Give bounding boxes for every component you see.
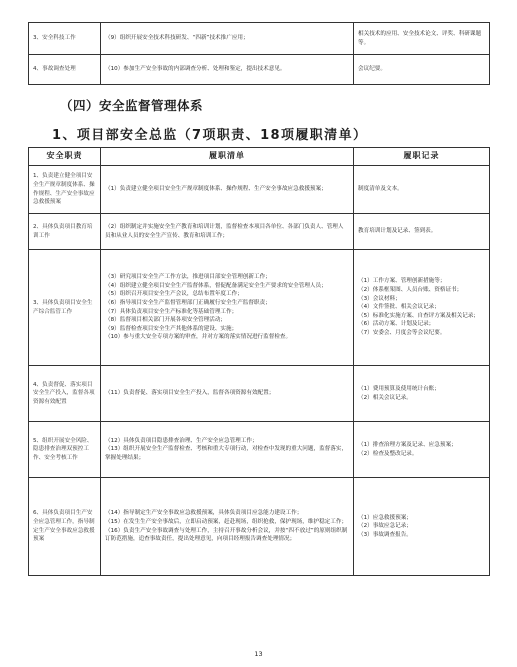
task-line: （6）指导项目安全生产监督管理部门正确履行安全生产监督职责； — [105, 299, 271, 306]
task-line: （3）研究项目安全生产工作方法，推进项目部安全管理创新工作； — [105, 273, 271, 280]
table-row — [29, 55, 490, 85]
records-cell — [354, 366, 490, 422]
table-row — [29, 366, 490, 422]
record-line: （1）应急救援预案； — [358, 514, 412, 521]
task-line: （13）组织开展安全生产监督检查、考核和重大专项行动，对检查中发现的重大问题，监督落实，掌握处理结果； — [105, 446, 348, 461]
records-cell — [354, 23, 490, 55]
record-line: 相关技术的应用、安全技术论文、评奖、科研课题等。 — [358, 30, 482, 46]
duty-table-header — [29, 148, 490, 166]
task-line: （16）负责生产安全事故调查与处理工作，主持召开事故分析会议，并按“四不放过”的原则组织制订防范措施，追查事故责任，提出处理意见，向项目经理报告调查处理情况； — [105, 527, 348, 543]
duty-cell: 5、组织开展安全风险、隐患排查治理双预控工作、安全考核工作 — [29, 422, 101, 478]
tasks-cell — [101, 478, 354, 576]
record-line: （3）会议材料； — [358, 295, 401, 302]
record-line: 会议纪要。 — [358, 66, 386, 73]
duty-table — [28, 147, 490, 576]
record-line: （4）文件签批、相关会议记录； — [358, 304, 440, 311]
record-line: （2）相关会议记录。 — [358, 394, 412, 401]
task-line: （9）监督检查项目安全生产其他体系的建设、实施； — [105, 325, 238, 332]
table-row — [29, 23, 490, 55]
header-records: 履职记录 — [354, 148, 490, 166]
table-row — [29, 214, 490, 250]
record-line: （3）事故调查报告。 — [358, 531, 412, 538]
record-line: （2）体系框架图、人员台账、资格证书； — [358, 286, 463, 293]
task-line: （15）在发生生产安全事故后，立即启动预案，赶赴现场，组织抢救，保护现场，维护稳定工作； — [105, 518, 348, 525]
tasks-cell — [101, 250, 354, 366]
table-row — [29, 250, 490, 366]
duty-cell: 6、具体负责项目生产安全应急管理工作，指导制定生产安全事故应急救援预案 — [29, 478, 101, 576]
task-line: （4）组织建立健全项目安全生产监督体系，督促配备满足安全生产要求的安全管理人员； — [105, 282, 327, 289]
records-cell — [354, 422, 490, 478]
record-line: （1）排查治理方案及记录、应急预案； — [358, 441, 457, 448]
task-line: （2）组织制定并实施安全生产教育和培训计划，监督检查本项目各单位、各部门负责人、管理人员和从业人员的安全生产宣传、教育和培训工作； — [105, 223, 344, 239]
records-cell — [354, 214, 490, 250]
task-line: （10）参与重大安全专项方案的审查，并对方案的落实情况进行监督检查。 — [105, 334, 292, 341]
records-cell — [354, 250, 490, 366]
table-row — [29, 166, 490, 214]
header-duty: 安全职责 — [29, 148, 101, 166]
record-line: 教育培训计划及记录、签到表。 — [358, 228, 437, 235]
section-title: （四）安全监督管理体系 — [60, 98, 204, 113]
tasks-cell — [101, 422, 354, 478]
task-line: （5）组织召开项目安全生产会议，总结布置年度工作； — [105, 291, 243, 298]
records-cell — [354, 478, 490, 576]
duty-cell: 3、安全科技工作 — [29, 23, 101, 55]
records-cell — [354, 55, 490, 85]
task-line: （14）指导制定生产安全事故应急救援预案，具体负责项目应急能力建设工作； — [105, 510, 303, 517]
task-line: （11）负责督促、落实项目安全生产投入，监督各项资源有效配置； — [105, 390, 275, 397]
task-line: （1）负责建立健全项目安全生产规章制度体系、操作规程、生产安全事故应急救援预案； — [105, 186, 327, 193]
record-line: （5）标准化实施方案、自查评方案及相关记录； — [358, 312, 480, 319]
record-line: （7）安委会、月度会等会议纪要。 — [358, 330, 446, 337]
duty-cell: 1、负责建立健全项目安全生产规章制度体系、操作规程、生产安全事故应急救援预案 — [29, 166, 101, 214]
record-line: （2）检查及整改记录。 — [358, 450, 418, 457]
table-row — [29, 478, 490, 576]
task-line: （7）具体负责项目安全生产标准化等基础管理工作； — [105, 308, 238, 315]
table-row — [29, 422, 490, 478]
tasks-cell — [101, 366, 354, 422]
tasks-cell — [101, 23, 354, 55]
continued-table-body — [29, 23, 490, 85]
duty-cell: 2、具体负责项目教育培训工作 — [29, 214, 101, 250]
duty-table-body — [29, 166, 490, 576]
task-line: （10）参加生产安全事故的内部调查分析、处理和鉴定，提出技术意见。 — [105, 66, 286, 73]
tasks-cell — [101, 214, 354, 250]
page-number: 13 — [254, 650, 263, 658]
duty-cell: 4、事故调查处理 — [29, 55, 101, 85]
record-line: （2）事故应急记录； — [358, 523, 412, 530]
task-line: （8）监督项目相关部门开展各项安全管理活动； — [105, 317, 227, 324]
subsection-title: 1、项目部安全总监（7项职责、18项履职清单） — [52, 128, 368, 143]
duty-cell: 3、具体负责项目安全生产综合监管工作 — [29, 250, 101, 366]
record-line: （6）活动方案、计划及记录； — [358, 321, 435, 328]
continued-table — [28, 22, 490, 85]
records-cell — [354, 166, 490, 214]
record-line: （1）工作方案、管理创新措施等； — [358, 278, 446, 285]
duty-cell: 4、负责督促、落实项目安全生产投入，监督各项资源有效配置 — [29, 366, 101, 422]
task-line: （9）组织开展安全技术科技研发、“四新”技术推广应用； — [105, 35, 249, 42]
record-line: 制度清单及文本。 — [358, 186, 403, 193]
tasks-cell — [101, 55, 354, 85]
task-line: （12）具体负责项目隐患排查治理、生产安全应急管理工作； — [105, 437, 258, 444]
header-tasks: 履职清单 — [101, 148, 354, 166]
tasks-cell — [101, 166, 354, 214]
record-line: （1）费用预算及使用统计台账； — [358, 385, 440, 392]
